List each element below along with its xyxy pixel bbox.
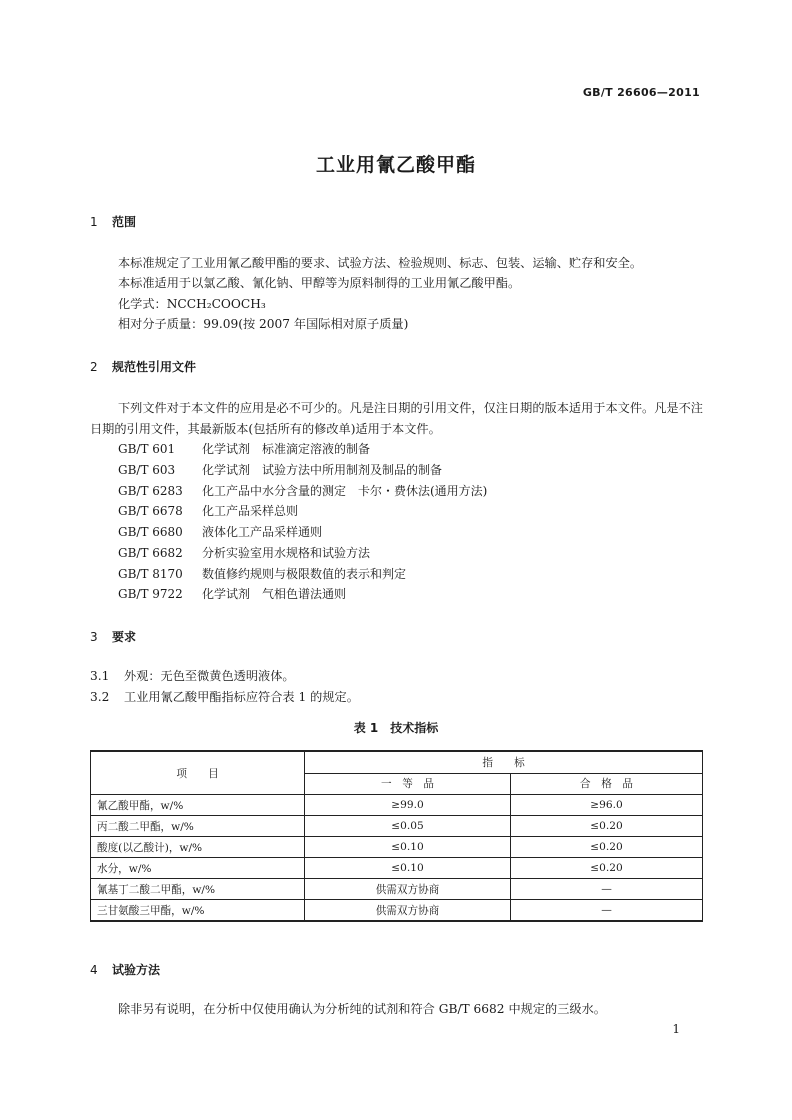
row-grade-qualified: — (511, 900, 703, 922)
section-1-title: 范围 (112, 215, 137, 229)
reference-item (118, 564, 406, 585)
reference-name: 液体化工产品采样通则 (202, 525, 323, 539)
reference-name: 化工产品中水分含量的测定 卡尔・费休法(通用方法) (202, 484, 488, 498)
chemical-formula: 化学式：NCCH₂COOCH₃ (118, 297, 266, 311)
header-grade-first: 一 等 品 (305, 773, 511, 795)
row-item: 水分，w/% (91, 858, 305, 879)
technical-spec-table (90, 750, 703, 922)
reference-code: GB/T 6678 (118, 504, 183, 518)
clause-number: 3.2 (90, 690, 110, 704)
reference-name: 化学试剂 试验方法中所用制剂及制品的制备 (202, 463, 443, 477)
reference-code: GB/T 6283 (118, 484, 183, 498)
section-4-title: 试验方法 (112, 963, 161, 977)
row-item: 氰基丁二酸二甲酯，w/% (91, 879, 305, 900)
row-grade-first: ≤0.05 (305, 816, 511, 837)
row-grade-qualified: ≥96.0 (511, 795, 703, 816)
row-item: 三甘氨酸三甲酯，w/% (91, 900, 305, 922)
reference-name: 化学试剂 气相色谱法通则 (202, 587, 347, 601)
reference-name: 数值修约规则与极限数值的表示和判定 (202, 567, 407, 581)
section-1-line-2: 本标准适用于以氯乙酸、氰化钠、甲醇等为原料制得的工业用氰乙酸甲酯。 (118, 276, 521, 290)
reference-code: GB/T 6682 (118, 546, 183, 560)
section-3-title: 要求 (112, 630, 137, 644)
clause-3-2 (90, 687, 359, 708)
table-row (91, 858, 703, 879)
clause-text: 工业用氰乙酸甲酯指标应符合表 1 的规定。 (124, 690, 359, 704)
section-1-line-1: 本标准规定了工业用氰乙酸甲酯的要求、试验方法、检验规则、标志、包装、运输、贮存和安全。 (118, 256, 643, 270)
section-4-number: 4 (90, 963, 98, 977)
reference-item (118, 460, 442, 481)
clause-text: 外观：无色至微黄色透明液体。 (124, 669, 295, 683)
reference-item (118, 543, 370, 564)
section-2-heading (90, 358, 196, 375)
row-grade-qualified: ≤0.20 (511, 816, 703, 837)
row-grade-first: ≤0.10 (305, 858, 511, 879)
table-row (91, 879, 703, 900)
row-item: 丙二酸二甲酯，w/% (91, 816, 305, 837)
reference-item (118, 481, 487, 502)
row-grade-qualified: ≤0.20 (511, 837, 703, 858)
header-item: 项 目 (91, 751, 305, 795)
reference-code: GB/T 8170 (118, 567, 183, 581)
reference-item (118, 501, 298, 522)
row-grade-first: 供需双方协商 (305, 879, 511, 900)
section-3-number: 3 (90, 630, 98, 644)
reference-code: GB/T 6680 (118, 525, 183, 539)
table-row (91, 837, 703, 858)
row-grade-first: ≥99.0 (305, 795, 511, 816)
table-caption: 表 1 技术指标 (353, 721, 439, 735)
standard-number: GB/T 26606—2011 (582, 86, 700, 99)
reference-item (118, 584, 346, 605)
table-row (91, 816, 703, 837)
header-index: 指 标 (305, 751, 703, 773)
reference-name: 化工产品采样总则 (202, 504, 299, 518)
row-grade-qualified: ≤0.20 (511, 858, 703, 879)
section-1-number: 1 (90, 215, 98, 229)
row-item: 氰乙酸甲酯，w/% (91, 795, 305, 816)
molecular-mass: 相对分子质量：99.09(按 2007 年国际相对原子质量) (118, 317, 409, 331)
reference-name: 分析实验室用水规格和试验方法 (202, 546, 371, 560)
row-grade-first: ≤0.10 (305, 837, 511, 858)
reference-code: GB/T 9722 (118, 587, 183, 601)
row-grade-first: 供需双方协商 (305, 900, 511, 922)
page-number: 1 (672, 1022, 680, 1036)
table-row (91, 795, 703, 816)
reference-item (118, 439, 370, 460)
section-2-intro: 下列文件对于本文件的应用是必不可少的。凡是注日期的引用文件，仅注日期的版本适用于本文件。凡是不注日期的引用文件，其最新版本(包括所有的修改单)适用于本文件。 (90, 401, 703, 436)
row-grade-qualified: — (511, 879, 703, 900)
section-3-heading (90, 628, 136, 645)
section-4-heading (90, 961, 160, 978)
reference-code: GB/T 603 (118, 463, 176, 477)
clause-3-1 (90, 666, 295, 687)
section-1-heading (90, 213, 136, 230)
clause-number: 3.1 (90, 669, 110, 683)
table-row (91, 900, 703, 922)
section-4-text: 除非另有说明，在分析中仅使用确认为分析纯的试剂和符合 GB/T 6682 中规定的三级水。 (118, 1002, 606, 1016)
reference-code: GB/T 601 (118, 442, 176, 456)
header-grade-qualified: 合 格 品 (511, 773, 703, 795)
row-item: 酸度(以乙酸计)，w/% (91, 837, 305, 858)
section-2-title: 规范性引用文件 (112, 360, 197, 374)
reference-item (118, 522, 322, 543)
document-title: 工业用氰乙酸甲酯 (315, 154, 476, 176)
reference-name: 化学试剂 标准滴定溶液的制备 (202, 442, 371, 456)
section-2-number: 2 (90, 360, 98, 374)
